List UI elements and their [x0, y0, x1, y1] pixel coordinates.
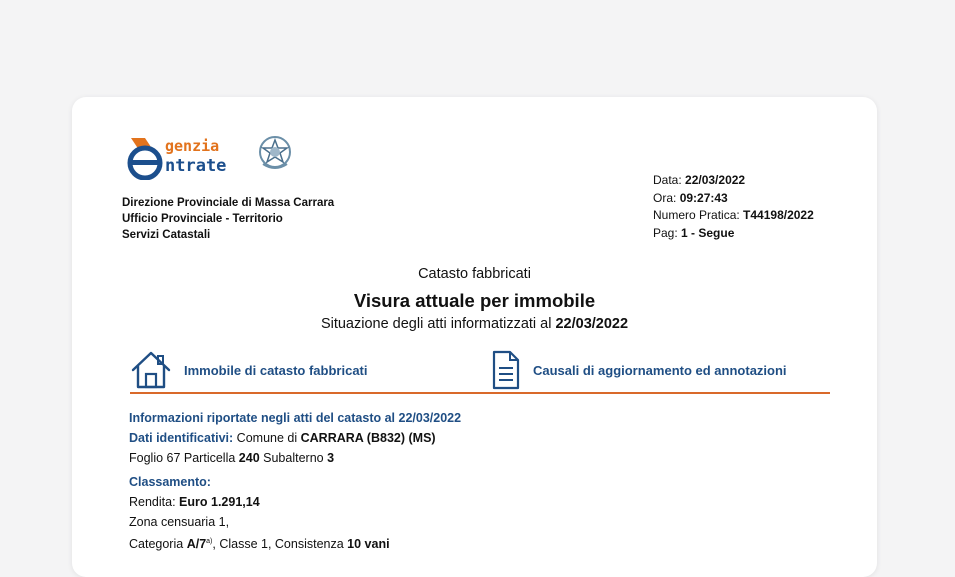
rendita-value: Euro 1.291,14	[179, 495, 260, 509]
house-icon	[130, 350, 172, 390]
practice-label: Numero Pratica:	[653, 208, 740, 222]
rendita-row	[129, 492, 829, 512]
ident-row	[129, 428, 829, 448]
republic-emblem-icon	[257, 132, 293, 172]
class-heading: Classamento:	[129, 475, 211, 489]
office-line3: Servizi Catastali	[122, 229, 211, 241]
doc-subtitle	[72, 316, 877, 332]
office-block	[122, 195, 334, 243]
office-line1: Direzione Provinciale di Massa Carrara	[122, 197, 335, 209]
classe-text: , Classe 1, Consistenza	[212, 537, 344, 551]
particella-value: 240	[238, 451, 260, 465]
categoria-value: A/7	[186, 537, 207, 551]
doc-title: Visura attuale per immobile	[353, 290, 596, 311]
meta-block	[653, 172, 814, 242]
ident-comune: CARRARA (B832) (MS)	[300, 431, 436, 445]
logo-line2: ntrate	[165, 156, 227, 176]
ident-label: Dati identificativi:	[129, 431, 234, 445]
document-card	[72, 97, 877, 577]
section-causali-label: Causali di aggiornamento ed annotazioni	[533, 362, 787, 378]
subalterno-label: Subalterno	[263, 451, 324, 465]
document-icon	[491, 350, 521, 390]
page-label: Pag:	[653, 225, 678, 240]
foglio-label: Foglio 67 Particella	[129, 451, 236, 465]
zona-row: Zona censuaria 1,	[129, 515, 230, 529]
subalterno-value: 3	[327, 451, 335, 465]
categoria-label: Categoria	[129, 537, 184, 551]
time-value: 09:27:43	[679, 190, 728, 205]
section-causali	[491, 349, 787, 391]
time-label: Ora:	[653, 190, 677, 205]
consistenza-value: 10 vani	[347, 537, 390, 551]
ident-prefix: Comune di	[236, 431, 298, 445]
doc-category: Catasto fabbricati	[418, 266, 531, 282]
logo-e-icon	[125, 136, 169, 180]
rendita-label: Rendita:	[129, 495, 176, 509]
section-immobile-label: Immobile di catasto fabbricati	[184, 362, 368, 378]
section-immobile	[130, 349, 368, 391]
agenzia-entrate-logo	[125, 132, 295, 182]
section-divider	[130, 392, 830, 394]
date-value: 22/03/2022	[685, 173, 746, 187]
office-line2: Ufficio Provinciale - Territorio	[122, 213, 283, 225]
date-label: Data:	[653, 173, 682, 187]
subtitle-date: 22/03/2022	[555, 316, 629, 332]
practice-value: T44198/2022	[743, 208, 814, 222]
foglio-row	[129, 448, 829, 468]
categoria-note: a)	[206, 538, 213, 545]
categoria-row	[129, 532, 829, 552]
visura-content	[129, 408, 829, 552]
info-heading: Informazioni riportate negli atti del catasto al 22/03/2022	[129, 411, 462, 425]
logo-line1: genzia	[165, 137, 220, 155]
subtitle-prefix: Situazione degli atti informatizzati al	[320, 316, 552, 332]
page-value: 1 - Segue	[681, 225, 735, 240]
